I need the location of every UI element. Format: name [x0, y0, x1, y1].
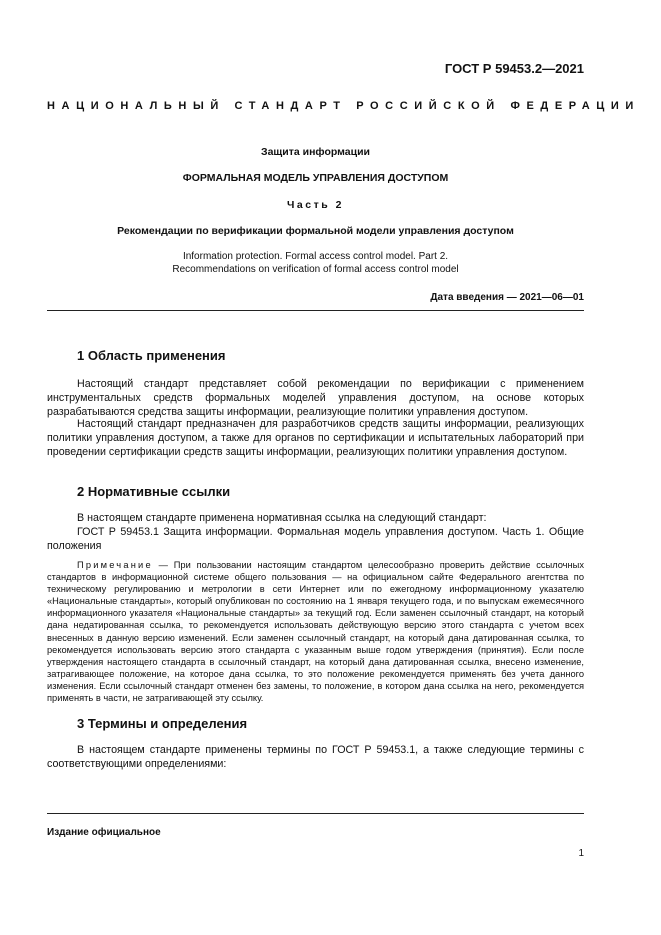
section-3-heading: 3 Термины и определения [77, 716, 248, 731]
header-divider [47, 310, 584, 311]
section-2-reference: ГОСТ Р 59453.1 Защита информации. Формальная модель управления доступом. Часть 1. Общие положения [47, 526, 584, 553]
page-number: 1 [578, 848, 584, 859]
section-1-paragraph-1: Настоящий стандарт представляет собой рекомендации по верификации с применением инструментальных средств формальных моделей управления доступом, на основе которых разрабатываются средства защиты информации, реализующие политики управления доступом. [47, 378, 584, 419]
section-2-heading: 2 Нормативные ссылки [77, 484, 231, 499]
document-title: ФОРМАЛЬНАЯ МОДЕЛЬ УПРАВЛЕНИЯ ДОСТУПОМ [182, 172, 449, 184]
document-part: Часть 2 [287, 199, 344, 211]
document-part-title: Рекомендации по верификации формальной модели управления доступом [117, 225, 514, 237]
document-code: ГОСТ Р 59453.2—2021 [444, 61, 584, 76]
section-1-heading: 1 Область применения [77, 348, 226, 363]
official-edition-label: Издание официальное [47, 827, 161, 838]
document-subject: Защита информации [261, 146, 370, 158]
english-title-line-1: Information protection. Formal access control model. Part 2. [182, 251, 449, 262]
effective-date: Дата введения — 2021—06—01 [430, 292, 584, 303]
section-1-paragraph-2: Настоящий стандарт предназначен для разработчиков средств защиты информации, реализующих политики управления доступом, а также для органов по сертификации и испытательных лабораторий при проведении сертификации средств защиты информации, реализующих политики управления доступом. [47, 418, 584, 459]
english-title [47, 250, 584, 276]
note-text: — При пользовании настоящим стандартом целесообразно проверить действие ссылочных стандартов в информационной системе общего пользования — на официальном сайте Федерального агентства по техническому регулированию и метрологии в сети Интернет или по ежегодному информационному указателю «Национальные стандарты», который опубликован по состоянию на 1 января текущего года, и по выпускам ежемесячного информационного указателя «Национальные стандарты» за текущий год. Если заменен ссылочный стандарт, на который дана недатированная ссылка, то рекомендуется использовать действующую версию этого стандарта с учетом всех внесенных в данную версию изменений. Если заменен ссылочный стандарт, на который дана датированная ссылка, то рекомендуется использовать версию этого стандарта с указанным выше годом утверждения (принятия). Если после утверждения настоящего стандарта в ссылочный стандарт, на который дана датированная ссылка, внесено изменение, затрагивающее положение, на которое дана ссылка, то это положение рекомендуется применять без учета данного изменения. Если ссылочный стандарт отменен без замены, то положение, в котором дана ссылка на него, рекомендуется применять в части, не затрагивающей эту ссылку. [47, 560, 584, 704]
national-standard-banner: НАЦИОНАЛЬНЫЙ СТАНДАРТ РОССИЙСКОЙ ФЕДЕРАЦИИ [47, 100, 640, 112]
footer-divider [47, 813, 584, 814]
section-2-paragraph-1: В настоящем стандарте применена нормативная ссылка на следующий стандарт: [77, 512, 487, 524]
section-2-note [47, 559, 584, 704]
note-label: Примечание [77, 560, 153, 570]
section-3-paragraph-1: В настоящем стандарте применены термины по ГОСТ Р 59453.1, а также следующие термины с соответствующими определениями: [47, 744, 584, 771]
english-title-line-2: Recommendations on verification of formal access control model [172, 264, 459, 275]
